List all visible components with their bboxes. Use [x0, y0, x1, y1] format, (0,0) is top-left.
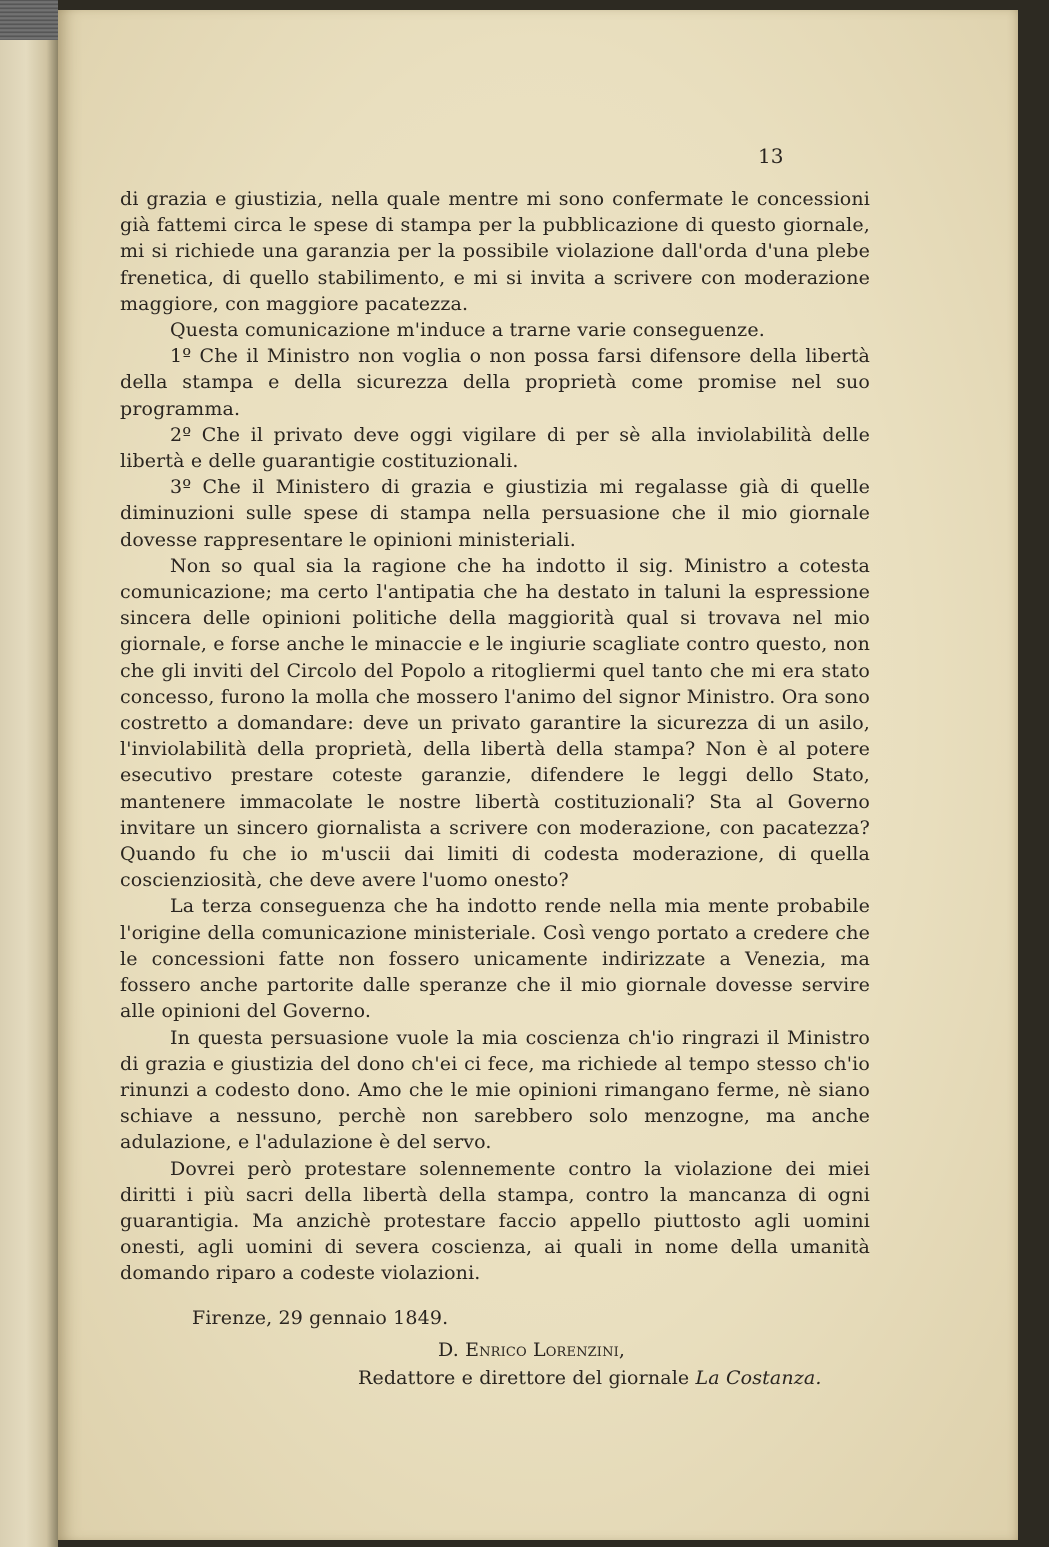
book-page [58, 10, 1018, 1540]
signature-role-prefix: Redattore e direttore del giornale [358, 1366, 690, 1389]
binding-strip [0, 0, 58, 40]
paragraph-8: In questa persuasione vuole la mia coscienza ch'io ringrazi il Ministro di grazia e giustizia del dono ch'ei ci fece, ma richiede al tempo stesso ch'io rinunzi a codesto dono. Amo che le mie opinioni rimangano ferme, nè siano schiave a nessuno, perchè non sarebbero solo menzogne, ma anche adulazione, e l'adulazione è del servo. [120, 1026, 870, 1154]
paragraph-7: La terza conseguenza che ha indotto rende nella mia mente probabile l'origine della comunicazione ministeriale. Così vengo portato a credere che le concessioni fatte non fossero unicamente indirizzate a Venezia, ma fossero anche partorite dalle speranze che il mio giornale dovesse servire alle opinioni del Governo. [120, 895, 870, 1023]
paragraph-3: 1º Che il Ministro non voglia o non possa farsi difensore della libertà della stampa e della sicurezza della proprietà come promise nel suo programma. [120, 345, 870, 420]
paragraph-4: 2º Che il privato deve oggi vigilare di per sè alla inviolabilità delle libertà e delle guarantigie costituzionali. [120, 423, 870, 473]
journal-title: La Costanza. [695, 1366, 822, 1389]
signature-name: D. Enrico Lorenzini, [438, 1338, 626, 1361]
paragraph-2: Questa comunicazione m'induce a trarne varie conseguenze. [170, 319, 765, 342]
signature-role [358, 1365, 870, 1391]
paragraph-1: di grazia e giustizia, nella quale mentre mi sono confermate le concessioni già fattemi circa le spese di stampa per la pubblicazione di questo giornale, mi si richiede una garanzia per la possibile violazione dall'orda d'una plebe frenetica, di quello stabilimento, e mi si invita a scrivere con moderazione maggiore, con maggiore pacatezza. [120, 188, 870, 315]
paragraph-9: Dovrei però protestare solennemente contro la violazione dei miei diritti i più sacri della libertà della stampa, contro la mancanza di ogni guarantigia. Ma anzichè protestare faccio appello piuttosto agli uomini onesti, agli uomini di severa coscienza, ai quali in nome della umanità domando riparo a codeste violazioni. [120, 1157, 870, 1285]
paragraph-5: 3º Che il Ministero di grazia e giustizia mi regalasse già di quelle diminuzioni sulle spese di stampa nella persuasione che il mio giornale dovesse rappresentare le opinioni ministeriali. [120, 476, 870, 551]
body-text [120, 186, 870, 1391]
paragraph-6: Non so qual sia la ragione che ha indotto il sig. Ministro a cotesta comunicazione; ma certo l'antipatia che ha destato in taluni la espressione sincera delle opinioni politiche della maggiorità qual si trovava nel mio giornale, e forse anche le minaccie e le ingiurie scagliate contro questo, non che gli inviti del Circolo del Popolo a ritogliermi quel tanto che mi era stato concesso, furono la molla che mossero l'animo del signor Ministro. Ora sono costretto a domandare: deve un privato garantire la sicurezza di un asilo, l'inviolabilità della proprietà, della libertà della stampa? Non è al potere esecutivo prestare coteste garanzie, difendere le leggi dello Stato, mantenere immacolate le nostre libertà costituzionali? Sta al Governo invitare un sincero giornalista a scrivere con moderazione, con pacatezza? Quando fu che io m'uscii dai limiti di codesta moderazione, di quella coscienziosità, che deve avere l'uomo onesto? [120, 554, 870, 892]
place-and-date: Firenze, 29 gennaio 1849. [192, 1306, 449, 1329]
page-number: 13 [758, 144, 784, 168]
previous-page-edge [0, 0, 58, 1547]
